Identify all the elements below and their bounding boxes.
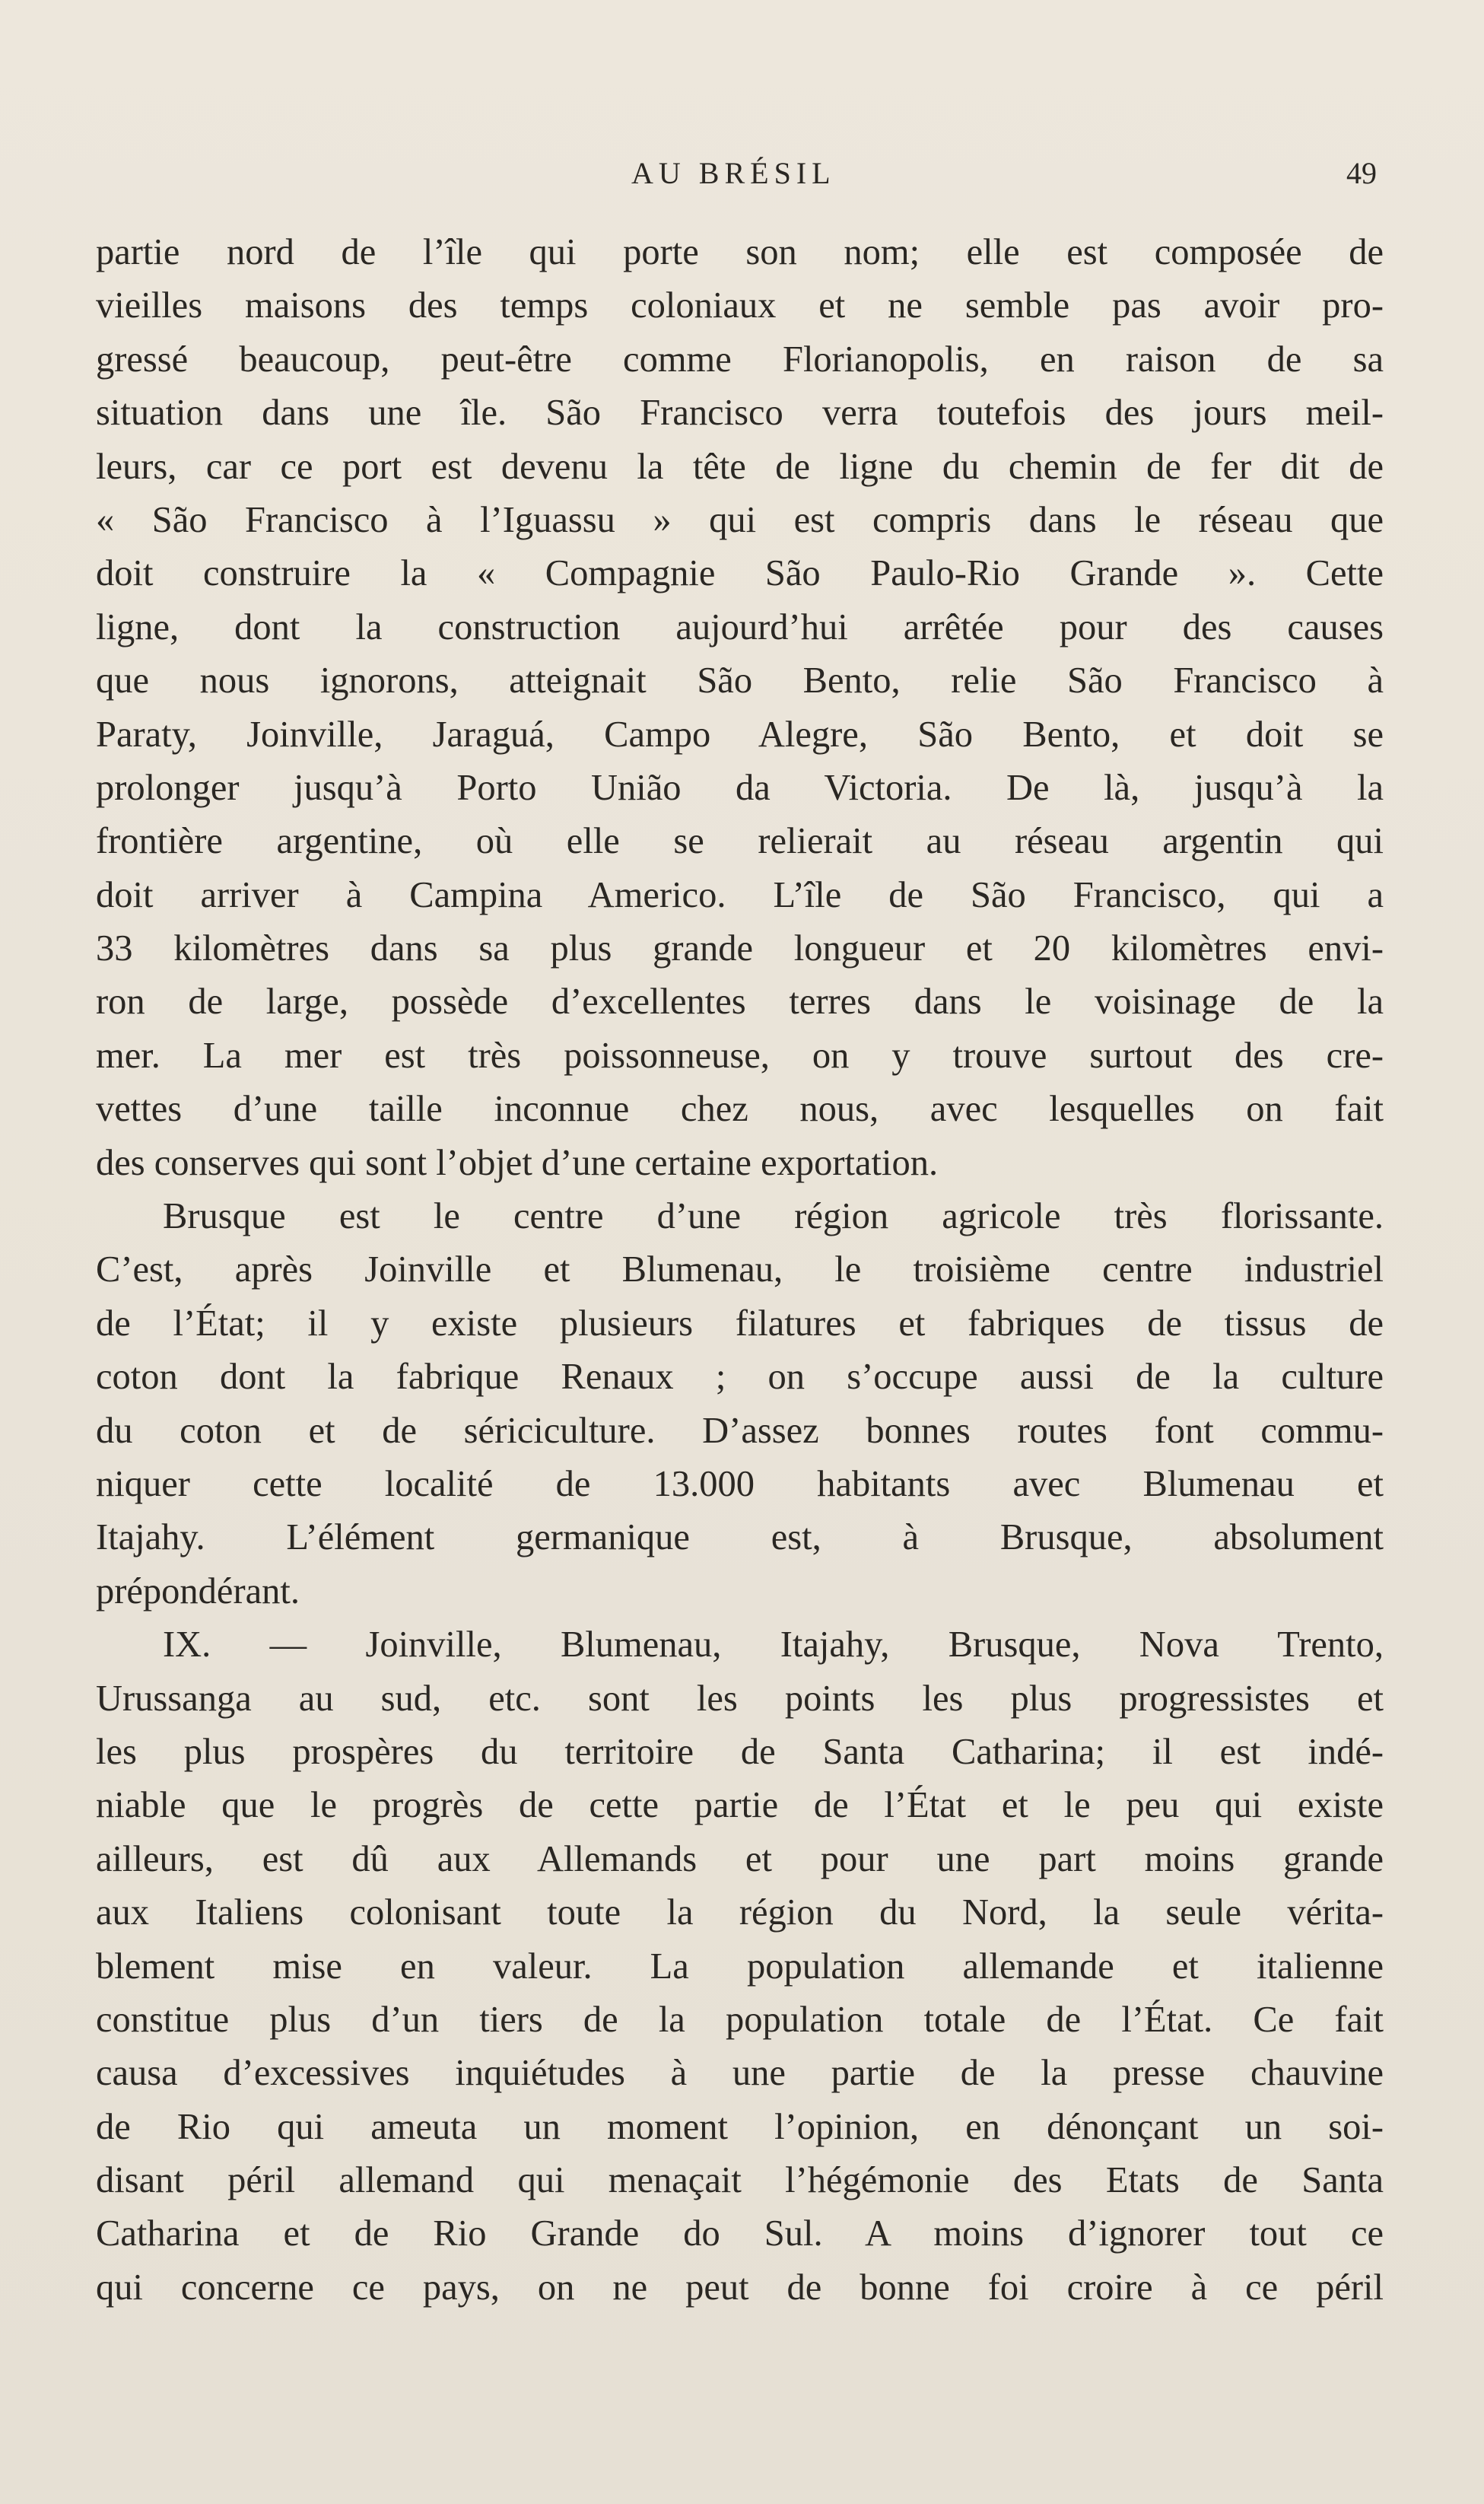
text-line: prolonger jusqu’à Porto União da Victoria. De là, jusqu’à la [96, 767, 1384, 808]
text-line: qui concerne ce pays, on ne peut de bonne foi croire à ce péril [96, 2267, 1384, 2308]
running-header [0, 151, 1484, 196]
text-line: IX. — Joinville, Blumenau, Itajahy, Brusque, Nova Trento, [163, 1624, 1384, 1666]
text-line: 33 kilomètres dans sa plus grande longueur et 20 kilomètres envi- [96, 928, 1384, 969]
text-line: Urussanga au sud, etc. sont les points les plus progressistes et [96, 1678, 1384, 1719]
text-line: constitue plus d’un tiers de la population totale de l’État. Ce fait [96, 1999, 1384, 2040]
text-line: prépondérant. [96, 1570, 300, 1612]
text-line: niquer cette localité de 13.000 habitants avec Blumenau et [96, 1463, 1384, 1504]
text-line: ron de large, possède d’excellentes terres dans le voisinage de la [96, 982, 1384, 1023]
text-line: gressé beaucoup, peut-être comme Florianopolis, en raison de sa [96, 339, 1384, 380]
text-line: « São Francisco à l’Iguassu » qui est compris dans le réseau que [96, 499, 1384, 540]
text-line: Itajahy. L’élément germanique est, à Brusque, absolument [96, 1517, 1384, 1558]
text-line: C’est, après Joinville et Blumenau, le troisième centre industriel [96, 1249, 1384, 1290]
text-line: partie nord de l’île qui porte son nom; elle est composée de [96, 232, 1384, 272]
text-line: vettes d’une taille inconnue chez nous, avec lesquelles on fait [96, 1089, 1384, 1130]
text-line: du coton et de sériciculture. D’assez bonnes routes font commu- [96, 1410, 1384, 1451]
text-line: les plus prospères du territoire de Santa Catharina; il est indé- [96, 1731, 1384, 1772]
text-line: leurs, car ce port est devenu la tête de ligne du chemin de fer dit de [96, 446, 1384, 487]
text-line: ligne, dont la construction aujourd’hui arrêtée pour des causes [96, 606, 1384, 647]
text-line: mer. La mer est très poissonneuse, on y trouve surtout des cre- [96, 1035, 1384, 1076]
text-line: causa d’excessives inquiétudes à une partie de la presse chauvine [96, 2053, 1384, 2094]
text-line: coton dont la fabrique Renaux ; on s’occupe aussi de la culture [96, 1357, 1384, 1398]
page-number: 49 [1346, 156, 1377, 190]
text-line: des conserves qui sont l’objet d’une certaine exportation. [96, 1142, 939, 1183]
text-line: disant péril allemand qui menaçait l’hégémonie des Etats de Santa [96, 2160, 1384, 2201]
running-title: AU BRÉSIL [631, 156, 836, 190]
text-line: Brusque est le centre d’une région agricole très florissante. [163, 1196, 1384, 1237]
text-line: ailleurs, est dû aux Allemands et pour une part moins grande [96, 1838, 1384, 1879]
text-line: que nous ignorons, atteignait São Bento, relie São Francisco à [96, 660, 1384, 702]
text-line: Paraty, Joinville, Jaraguá, Campo Alegre, São Bento, et doit se [96, 714, 1384, 755]
text-line: aux Italiens colonisant toute la région du Nord, la seule vérita- [96, 1892, 1384, 1933]
text-line: Catharina et de Rio Grande do Sul. A moins d’ignorer tout ce [96, 2213, 1384, 2254]
text-line: frontière argentine, où elle se relierait au réseau argentin qui [96, 821, 1384, 862]
text-line: vieilles maisons des temps coloniaux et ne semble pas avoir pro- [96, 285, 1384, 326]
text-line: doit construire la « Compagnie São Paulo-Rio Grande ». Cette [96, 553, 1384, 594]
text-line: doit arriver à Campina Americo. L’île de São Francisco, qui a [96, 874, 1384, 915]
text-line: de l’État; il y existe plusieurs filatures et fabriques de tissus de [96, 1303, 1384, 1344]
text-line: situation dans une île. São Francisco verra toutefois des jours meil- [96, 393, 1384, 434]
body-text [96, 226, 1384, 2315]
text-line: niable que le progrès de cette partie de l’État et le peu qui existe [96, 1785, 1384, 1826]
text-line: de Rio qui ameuta un moment l’opinion, en dénonçant un soi- [96, 2106, 1384, 2147]
text-line: blement mise en valeur. La population allemande et italienne [96, 1946, 1384, 1987]
